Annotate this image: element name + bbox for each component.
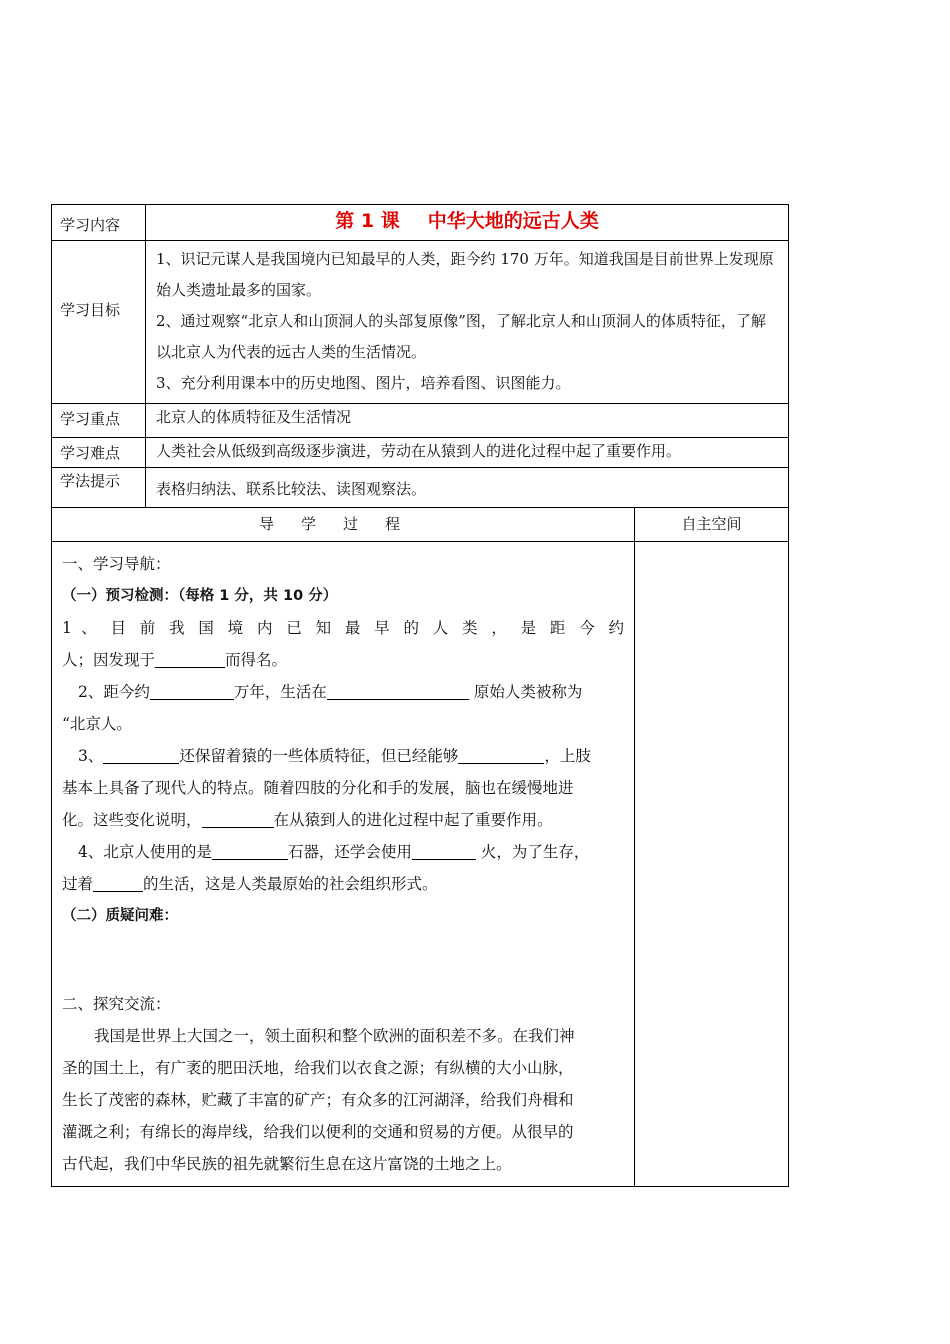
question-4-line-1: 4、北京人使用的是 石器，还学会使用 火，为了生存，	[78, 843, 590, 861]
question-title: （二）质疑问难：	[62, 908, 178, 924]
lesson-table	[51, 204, 789, 1187]
guide-content	[52, 542, 635, 1187]
answer-blank[interactable]	[327, 681, 469, 700]
row-difficulty	[52, 438, 789, 468]
answer-blank[interactable]	[412, 841, 476, 860]
row-guide-content	[52, 542, 789, 1187]
question-2-line-1: 2、距今约 万年，生活在 原始人类被称为	[78, 683, 583, 701]
question-space[interactable]	[62, 932, 624, 988]
self-space-area[interactable]	[635, 542, 789, 1187]
explore-line: 我国是世界上大国之一，领土面积和整个欧洲的面积差不多。在我们神	[94, 1027, 575, 1045]
question-1-line-2: 人；因发现于 而得名。	[62, 651, 288, 669]
explore-line: 古代起，我们中华民族的祖先就繁衍生息在这片富饶的土地之上。	[62, 1155, 512, 1173]
explore-title: 二、探究交流：	[62, 995, 171, 1013]
answer-blank[interactable]	[150, 681, 234, 700]
label-difficulty: 学习难点	[52, 438, 146, 468]
explore-line: 生长了茂密的森林，贮藏了丰富的矿产；有众多的江河湖泽，给我们舟楫和	[62, 1091, 574, 1109]
lesson-name: 中华大地的远古人类	[427, 210, 599, 232]
row-objectives	[52, 241, 789, 404]
nav-title: 一、学习导航：	[62, 555, 171, 573]
answer-blank[interactable]	[458, 745, 544, 764]
question-3-line-3: 化。这些变化说明， 在从猿到人的进化过程中起了重要作用。	[62, 811, 553, 829]
label-content: 学习内容	[52, 205, 146, 241]
lesson-title	[146, 205, 789, 241]
label-objectives: 学习目标	[52, 241, 146, 404]
objective-item: 3、充分利用课本中的历史地图、图片，培养看图、识图能力。	[156, 374, 571, 392]
row-key-points	[52, 404, 789, 438]
method-text: 表格归纳法、联系比较法、读图观察法。	[146, 468, 789, 508]
preview-title: （一）预习检测：（每格 1 分，共 10 分）	[62, 588, 338, 604]
key-points-text: 北京人的体质特征及生活情况	[146, 404, 789, 438]
label-key-points: 学习重点	[52, 404, 146, 438]
question-3-line-1: 3、 还保留着猿的一些体质特征，但已经能够 ，上肢	[78, 747, 591, 765]
objective-item: 2、通过观察“北京人和山顶洞人的头部复原像”图，了解北京人和山顶洞人的体质特征，了解以北京人为代表的远古人类的生活情况。	[156, 312, 766, 361]
section-guide-header: 导学过程	[52, 508, 635, 542]
objectives-list	[146, 241, 789, 404]
explore-line: 圣的国土上，有广袤的肥田沃地，给我们以衣食之源；有纵横的大小山脉，	[62, 1059, 574, 1077]
lesson-number: 第 1 课	[335, 210, 400, 232]
answer-blank[interactable]	[93, 873, 143, 892]
question-2-line-2: “北京人。	[62, 715, 132, 733]
difficulty-text: 人类社会从低级到高级逐步演进，劳动在从猿到人的进化过程中起了重要作用。	[146, 438, 789, 468]
answer-blank[interactable]	[212, 841, 288, 860]
row-content	[52, 205, 789, 241]
question-1-line-1: 1 、 目 前 我 国 境 内 已 知 最 早 的 人 类 ， 是 距 今 约	[62, 619, 624, 637]
row-section-header	[52, 508, 789, 542]
question-4-line-2: 过着 的生活，这是人类最原始的社会组织形式。	[62, 875, 438, 893]
answer-blank[interactable]	[103, 745, 179, 764]
answer-blank[interactable]	[202, 809, 274, 828]
answer-blank[interactable]	[155, 649, 225, 668]
label-method: 学法提示	[52, 468, 146, 508]
lesson-plan	[51, 204, 788, 1187]
objective-item: 1、识记元谋人是我国境内已知最早的人类，距今约 170 万年。知道我国是目前世界上发现原始人类遗址最多的国家。	[156, 250, 774, 299]
section-self-space-header: 自主空间	[635, 508, 789, 542]
question-3-line-2: 基本上具备了现代人的特点。随着四肢的分化和手的发展，脑也在缓慢地进	[62, 779, 574, 797]
explore-line: 灌溉之利；有绵长的海岸线，给我们以便利的交通和贸易的方便。从很早的	[62, 1123, 574, 1141]
row-method	[52, 468, 789, 508]
